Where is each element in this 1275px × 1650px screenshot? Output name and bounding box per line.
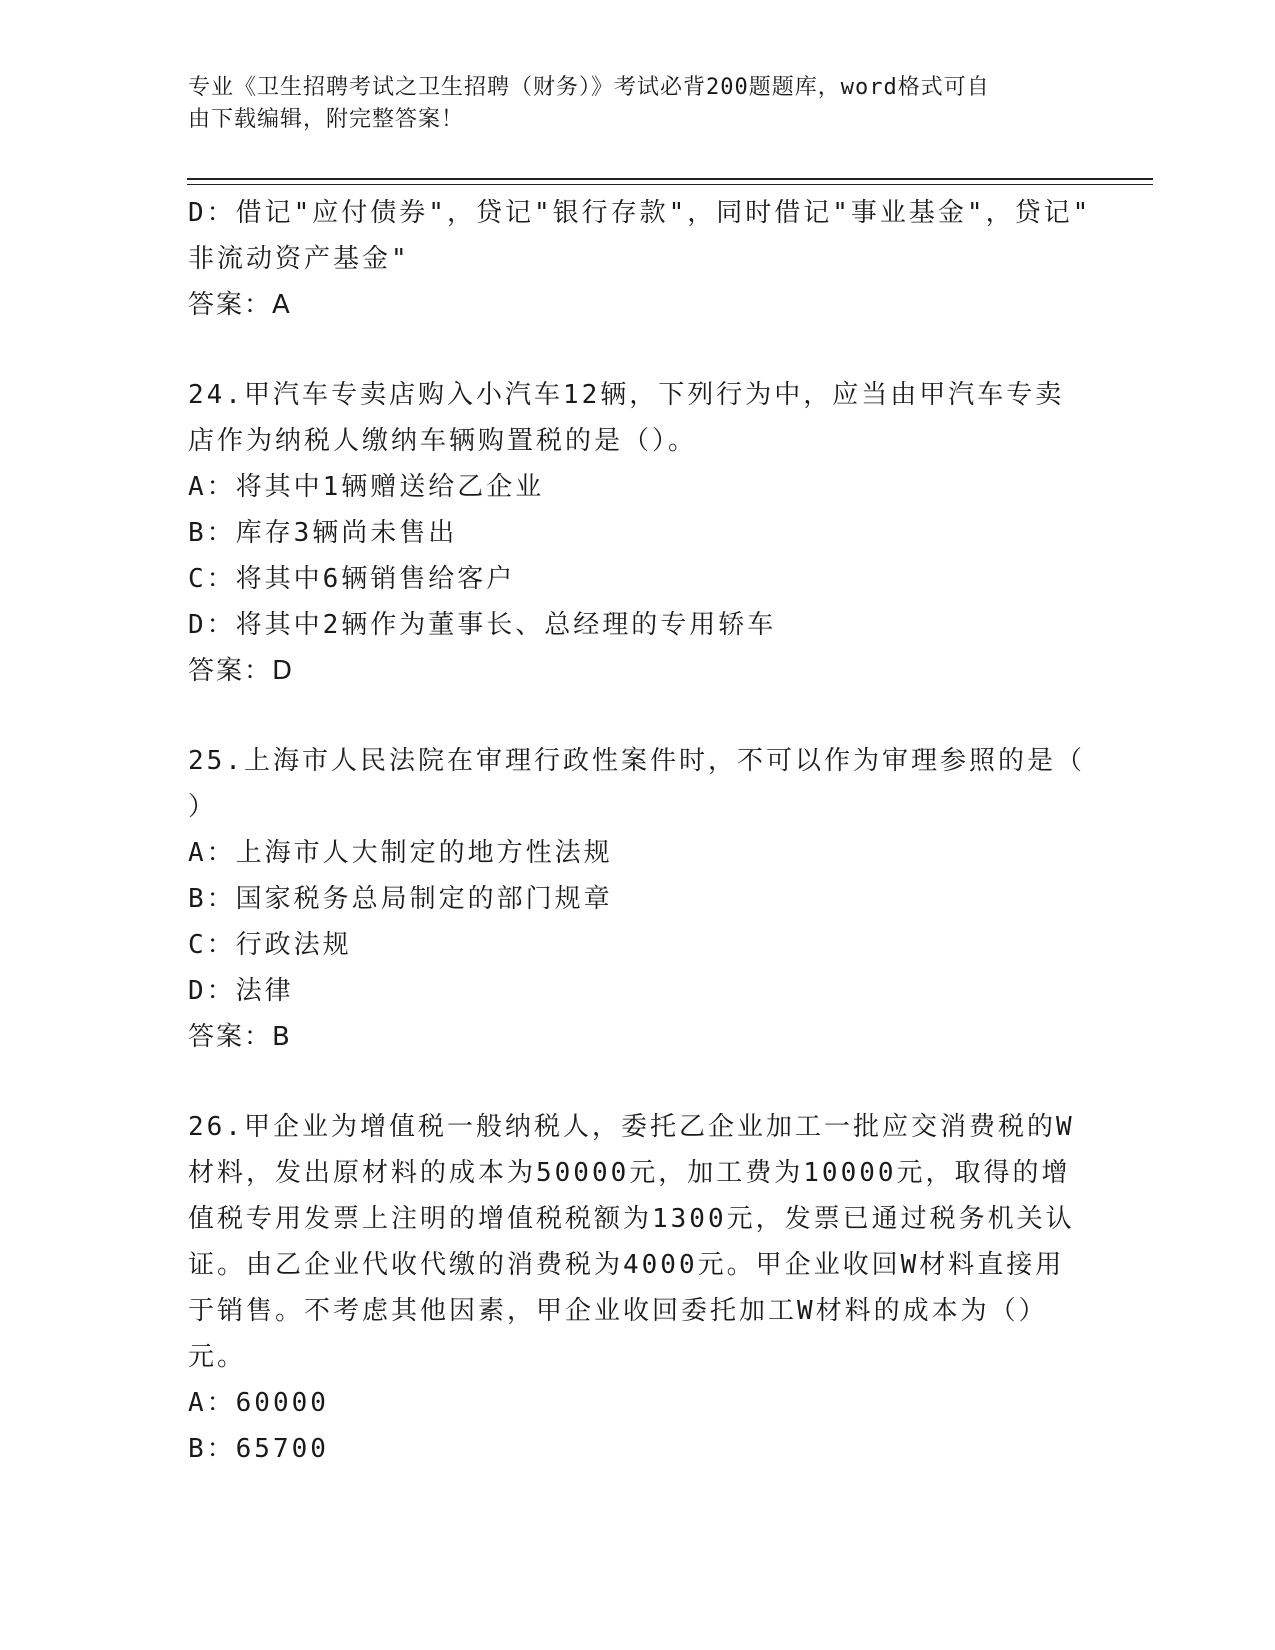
option-c: C：将其中6辆销售给客户 xyxy=(188,564,516,594)
question-stem-line-1: 26.甲企业为增值税一般纳税人，委托乙企业加工一批应交消费税的W xyxy=(188,1112,1075,1142)
header-line-1: 专业《卫生招聘考试之卫生招聘（财务）》考试必背200题题库，word格式可自 xyxy=(188,75,990,100)
option-c: C：行政法规 xyxy=(188,930,352,960)
spacer xyxy=(188,328,1068,372)
option-a: A：将其中1辆赠送给乙企业 xyxy=(188,472,545,502)
header-divider-thin xyxy=(187,184,1153,185)
option-d-line-1: D：借记"应付债券"，贷记"银行存款"，同时借记"事业基金"，贷记" xyxy=(188,198,1092,228)
document-header xyxy=(188,72,1068,136)
question-stem-line-5: 于销售。不考虑其他因素，甲企业收回委托加工W材料的成本为（） xyxy=(188,1296,1048,1326)
question-stem-line-1: 24.甲汽车专卖店购入小汽车12辆，下列行为中，应当由甲汽车专卖 xyxy=(188,380,1065,410)
answer-line: 答案：A xyxy=(188,290,292,320)
option-d-line-2: 非流动资产基金" xyxy=(188,244,410,274)
question-block-25 xyxy=(188,738,1085,1060)
option-b: B：库存3辆尚未售出 xyxy=(188,518,458,548)
spacer xyxy=(188,694,1068,738)
question-list xyxy=(188,190,1092,1472)
option-d: D：法律 xyxy=(188,976,294,1006)
question-block-26 xyxy=(188,1104,1075,1472)
question-stem-line-3: 值税专用发票上注明的增值税税额为1300元，发票已通过税务机关认 xyxy=(188,1204,1075,1234)
question-stem-line-2: 材料，发出原材料的成本为50000元，加工费为10000元，取得的增 xyxy=(188,1158,1071,1188)
question-stem-line-1: 25.上海市人民法院在审理行政性案件时，不可以作为审理参照的是（ xyxy=(188,746,1085,776)
option-a: A：上海市人大制定的地方性法规 xyxy=(188,838,613,868)
spacer xyxy=(188,1060,1068,1104)
header-line-2: 由下载编辑，附完整答案！ xyxy=(188,107,465,132)
header-divider-thick xyxy=(187,178,1153,180)
question-block-23-tail xyxy=(188,190,1092,328)
option-a: A：60000 xyxy=(188,1388,329,1418)
question-stem-line-4: 证。由乙企业代收代缴的消费税为4000元。甲企业收回W材料直接用 xyxy=(188,1250,1065,1280)
answer-line: 答案：B xyxy=(188,1022,292,1052)
question-stem-line-2: ） xyxy=(188,792,218,822)
option-d: D：将其中2辆作为董事长、总经理的专用轿车 xyxy=(188,610,777,640)
question-stem-line-6: 元。 xyxy=(188,1342,247,1372)
question-stem-line-2: 店作为纳税人缴纳车辆购置税的是（）。 xyxy=(188,426,698,456)
option-b: B：65700 xyxy=(188,1434,329,1464)
answer-line: 答案：D xyxy=(188,656,295,686)
option-b: B：国家税务总局制定的部门规章 xyxy=(188,884,613,914)
question-block-24 xyxy=(188,372,1068,694)
